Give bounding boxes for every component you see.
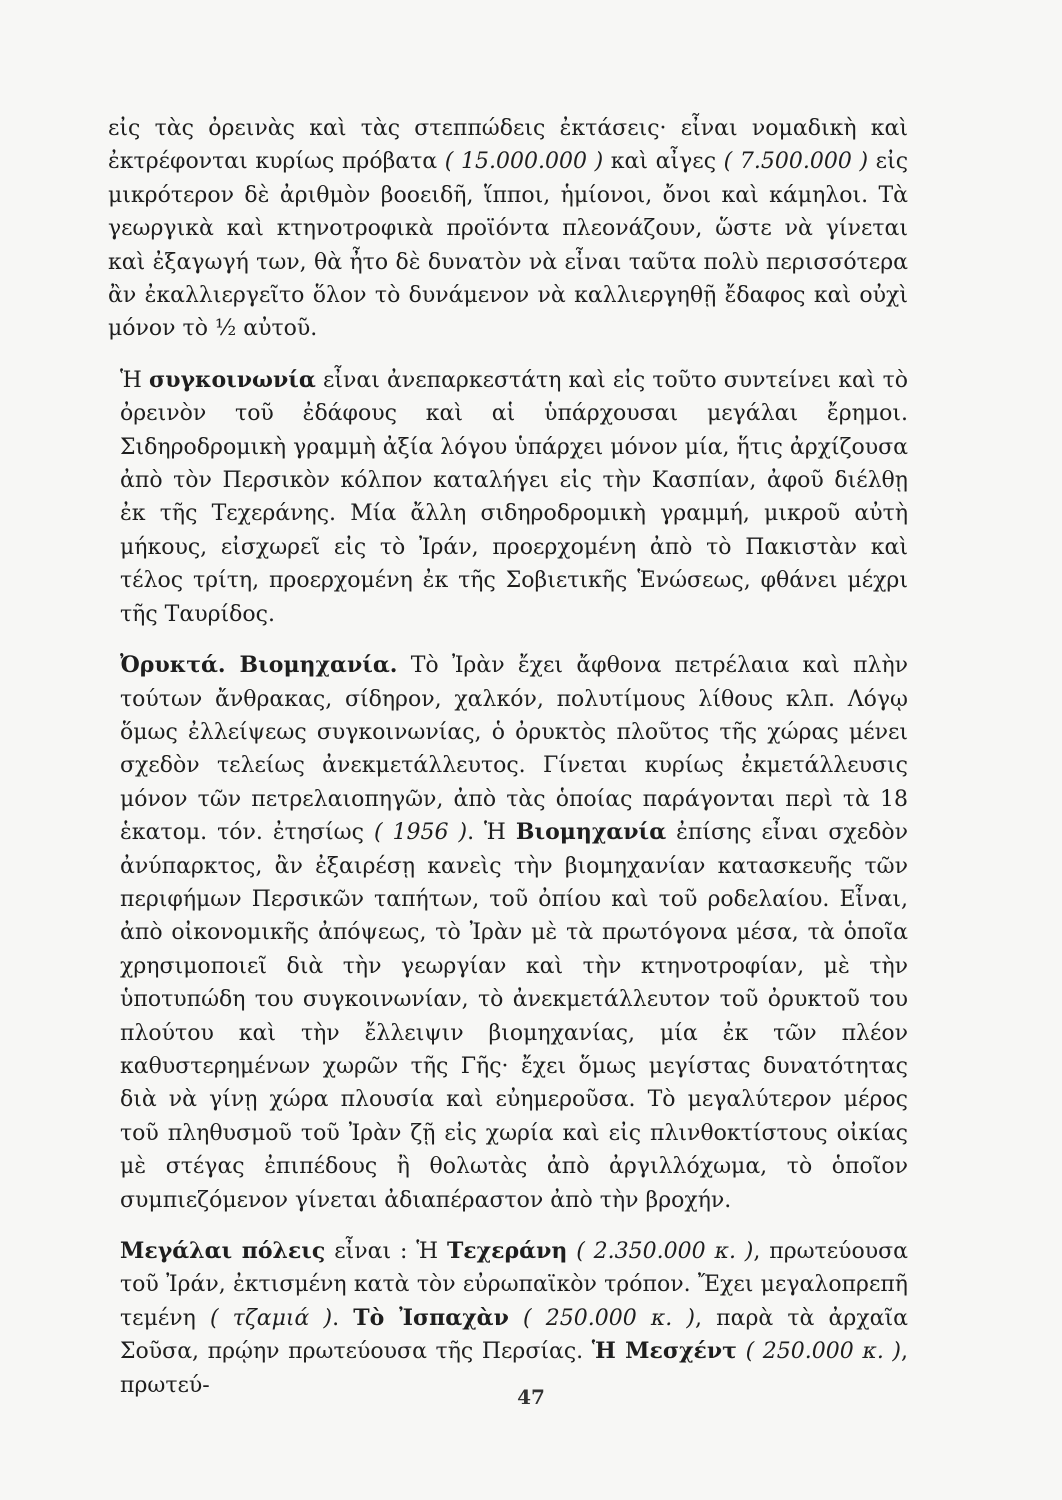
paragraph-cities: Μεγάλαι πόλεις εἶναι : Ἡ Τεχεράνη ( 2.350.000 κ. ), πρωτεύουσα τοῦ Ἰράν, ἐκτισμένη κατὰ τὸν εὐρωπαϊκὸν τρόπον. Ἔχει μεγαλοπρεπῆ τεμένη ( τζαμιά ). Τὸ Ἰσπαχὰν ( 250.000 κ. ), παρὰ τὰ ἀρχαῖα Σοῦσα, πρῴην πρωτεύουσα τῆς Περσίας. Ἡ Μεσχέντ ( 250.000 κ. ), πρωτεύ-: [120, 1238, 909, 1398]
city-isfahan: Τὸ Ἰσπαχὰν: [353, 1304, 509, 1331]
city-tehran: Τεχεράνη: [446, 1238, 568, 1264]
paragraph-minerals-industry: Ὀρυκτά. Βιομηχανία. Τὸ Ἰρὰν ἔχει ἄφθονα πετρέλαια καὶ πλὴν τούτων ἄνθρακας, σίδηρον, χαλκόν, πολυτίμους λίθους κλπ. Λόγῳ ὅμως ἐλλείψεως συγκοινωνίας, ὁ ὀρυκτὸς πλοῦτος τῆς χώρας μένει σχεδὸν τελείως ἀνεκμετάλλευτος. Γίνεται κυρίως ἐκμετάλλευσις μόνον τῶν πετρελαιοπηγῶν, ἀπὸ τὰς ὁποίας παράγονται περὶ τὰ 18 ἑκατομ. τόν. ἐτησίως ( 1956 ). Ἡ Βιομηχανία ἐπίσης εἶναι σχεδὸν ἀνύπαρκτος, ἂν ἐξαιρέσῃ κανεὶς τὴν βιομηχανίαν κατασκευῆς τῶν περιφήμων Περσικῶν ταπήτων, τοῦ ὀπίου καὶ τοῦ ροδελαίου. Εἶναι, ἀπὸ οἰκονομικῆς ἀπόψεως, τὸ Ἰρὰν μὲ τὰ πρωτόγονα μέσα, τὰ ὁποῖα χρησιμοποιεῖ διὰ τὴν γεωργίαν καὶ τὴν κτηνοτροφίαν, μὲ τὴν ὑποτυπώδη του συγκοινωνίαν, τὸ ἀνεκμετάλλευτον τοῦ ὀρυκτοῦ του πλούτου καὶ τὴν ἔλλειψιν βιομηχανίας, μία ἐκ τῶν πλέον καθυστερημένων χωρῶν τῆς Γῆς· ἔχει ὅμως μεγίστας δυνατότητας διὰ νὰ γίνῃ χώρα πλουσία καὶ εὐημεροῦσα. Τὸ μεγαλύτερον μέρος τοῦ πληθυσμοῦ τοῦ Ἰρὰν ζῇ εἰς χωρία καὶ εἰς πλινθοκτίστους οἰκίας μὲ στέγας ἐπιπέδους ἢ θολωτὰς ἀπὸ ἀργιλλόχωμα, τὸ ὁποῖον συμπιεζόμενον γίνεται ἀδιαπέραστον ἀπὸ τὴν βροχήν.: [120, 652, 909, 1213]
term-industry: Βιομηχανία: [515, 819, 667, 846]
page-number: 47: [517, 1385, 545, 1409]
city-mashhad: Ἡ Μεσχέντ: [591, 1338, 737, 1365]
paragraph-transport: Ἡ συγκοινωνία εἶναι ἀνεπαρκεστάτη καὶ εἰς τοῦτο συντείνει καὶ τὸ ὀρεινὸν τοῦ ἐδάφους καὶ αἱ ὑπάρχουσαι μεγάλαι ἔρημοι. Σιδηροδρομικὴ γραμμὴ ἀξία λόγου ὑπάρχει μόνον μία, ἥτις ἀρχίζουσα ἀπὸ τὸν Περσικὸν κόλπον καταλήγει εἰς τὴν Κασπίαν, ἀφοῦ διέλθῃ ἐκ τῆς Τεχεράνης. Μία ἄλλη σιδηροδρομικὴ γραμμή, μικροῦ αὐτὴ μήκους, εἰσχωρεῖ εἰς τὸ Ἰράν, προερχομένη ἀπὸ τὸ Πακιστὰν καὶ τέλος τρίτη, προερχομένη ἐκ τῆς Σοβιετικῆς Ἑνώσεως, φθάνει μέχρι τῆς Ταυρίδος.: [120, 366, 908, 627]
term-transport: συγκοινωνία: [148, 366, 316, 393]
heading-minerals-industry: Ὀρυκτά. Βιομηχανία.: [120, 652, 398, 679]
body-text: [108, 112, 908, 1402]
paragraph-livestock: εἰς τὰς ὀρεινὰς καὶ τὰς στεππώδεις ἐκτάσεις· εἶναι νομαδικὴ καὶ ἐκτρέφονται κυρίως πρόβατα ( 15.000.000 ) καὶ αἶγες ( 7.500.000 ) εἰς μικρότερον δὲ ἀριθμὸν βοοειδῆ, ἵπποι, ἡμίονοι, ὄνοι καὶ κάμηλοι. Τὰ γεωργικὰ καὶ κτηνοτροφικὰ προϊόντα πλεονάζουν, ὥστε νὰ γίνεται καὶ ἐξαγωγή των, θὰ ἦτο δὲ δυνατὸν νὰ εἶναι ταῦτα πολὺ περισσότερα ἂν ἐκαλλιεργεῖτο ὅλον τὸ δυνάμενον νὰ καλλιεργηθῇ ἔδαφος καὶ οὐχὶ μόνον τὸ ½ αὐτοῦ.: [108, 116, 909, 342]
heading-cities: Μεγάλαι πόλεις: [120, 1238, 326, 1264]
